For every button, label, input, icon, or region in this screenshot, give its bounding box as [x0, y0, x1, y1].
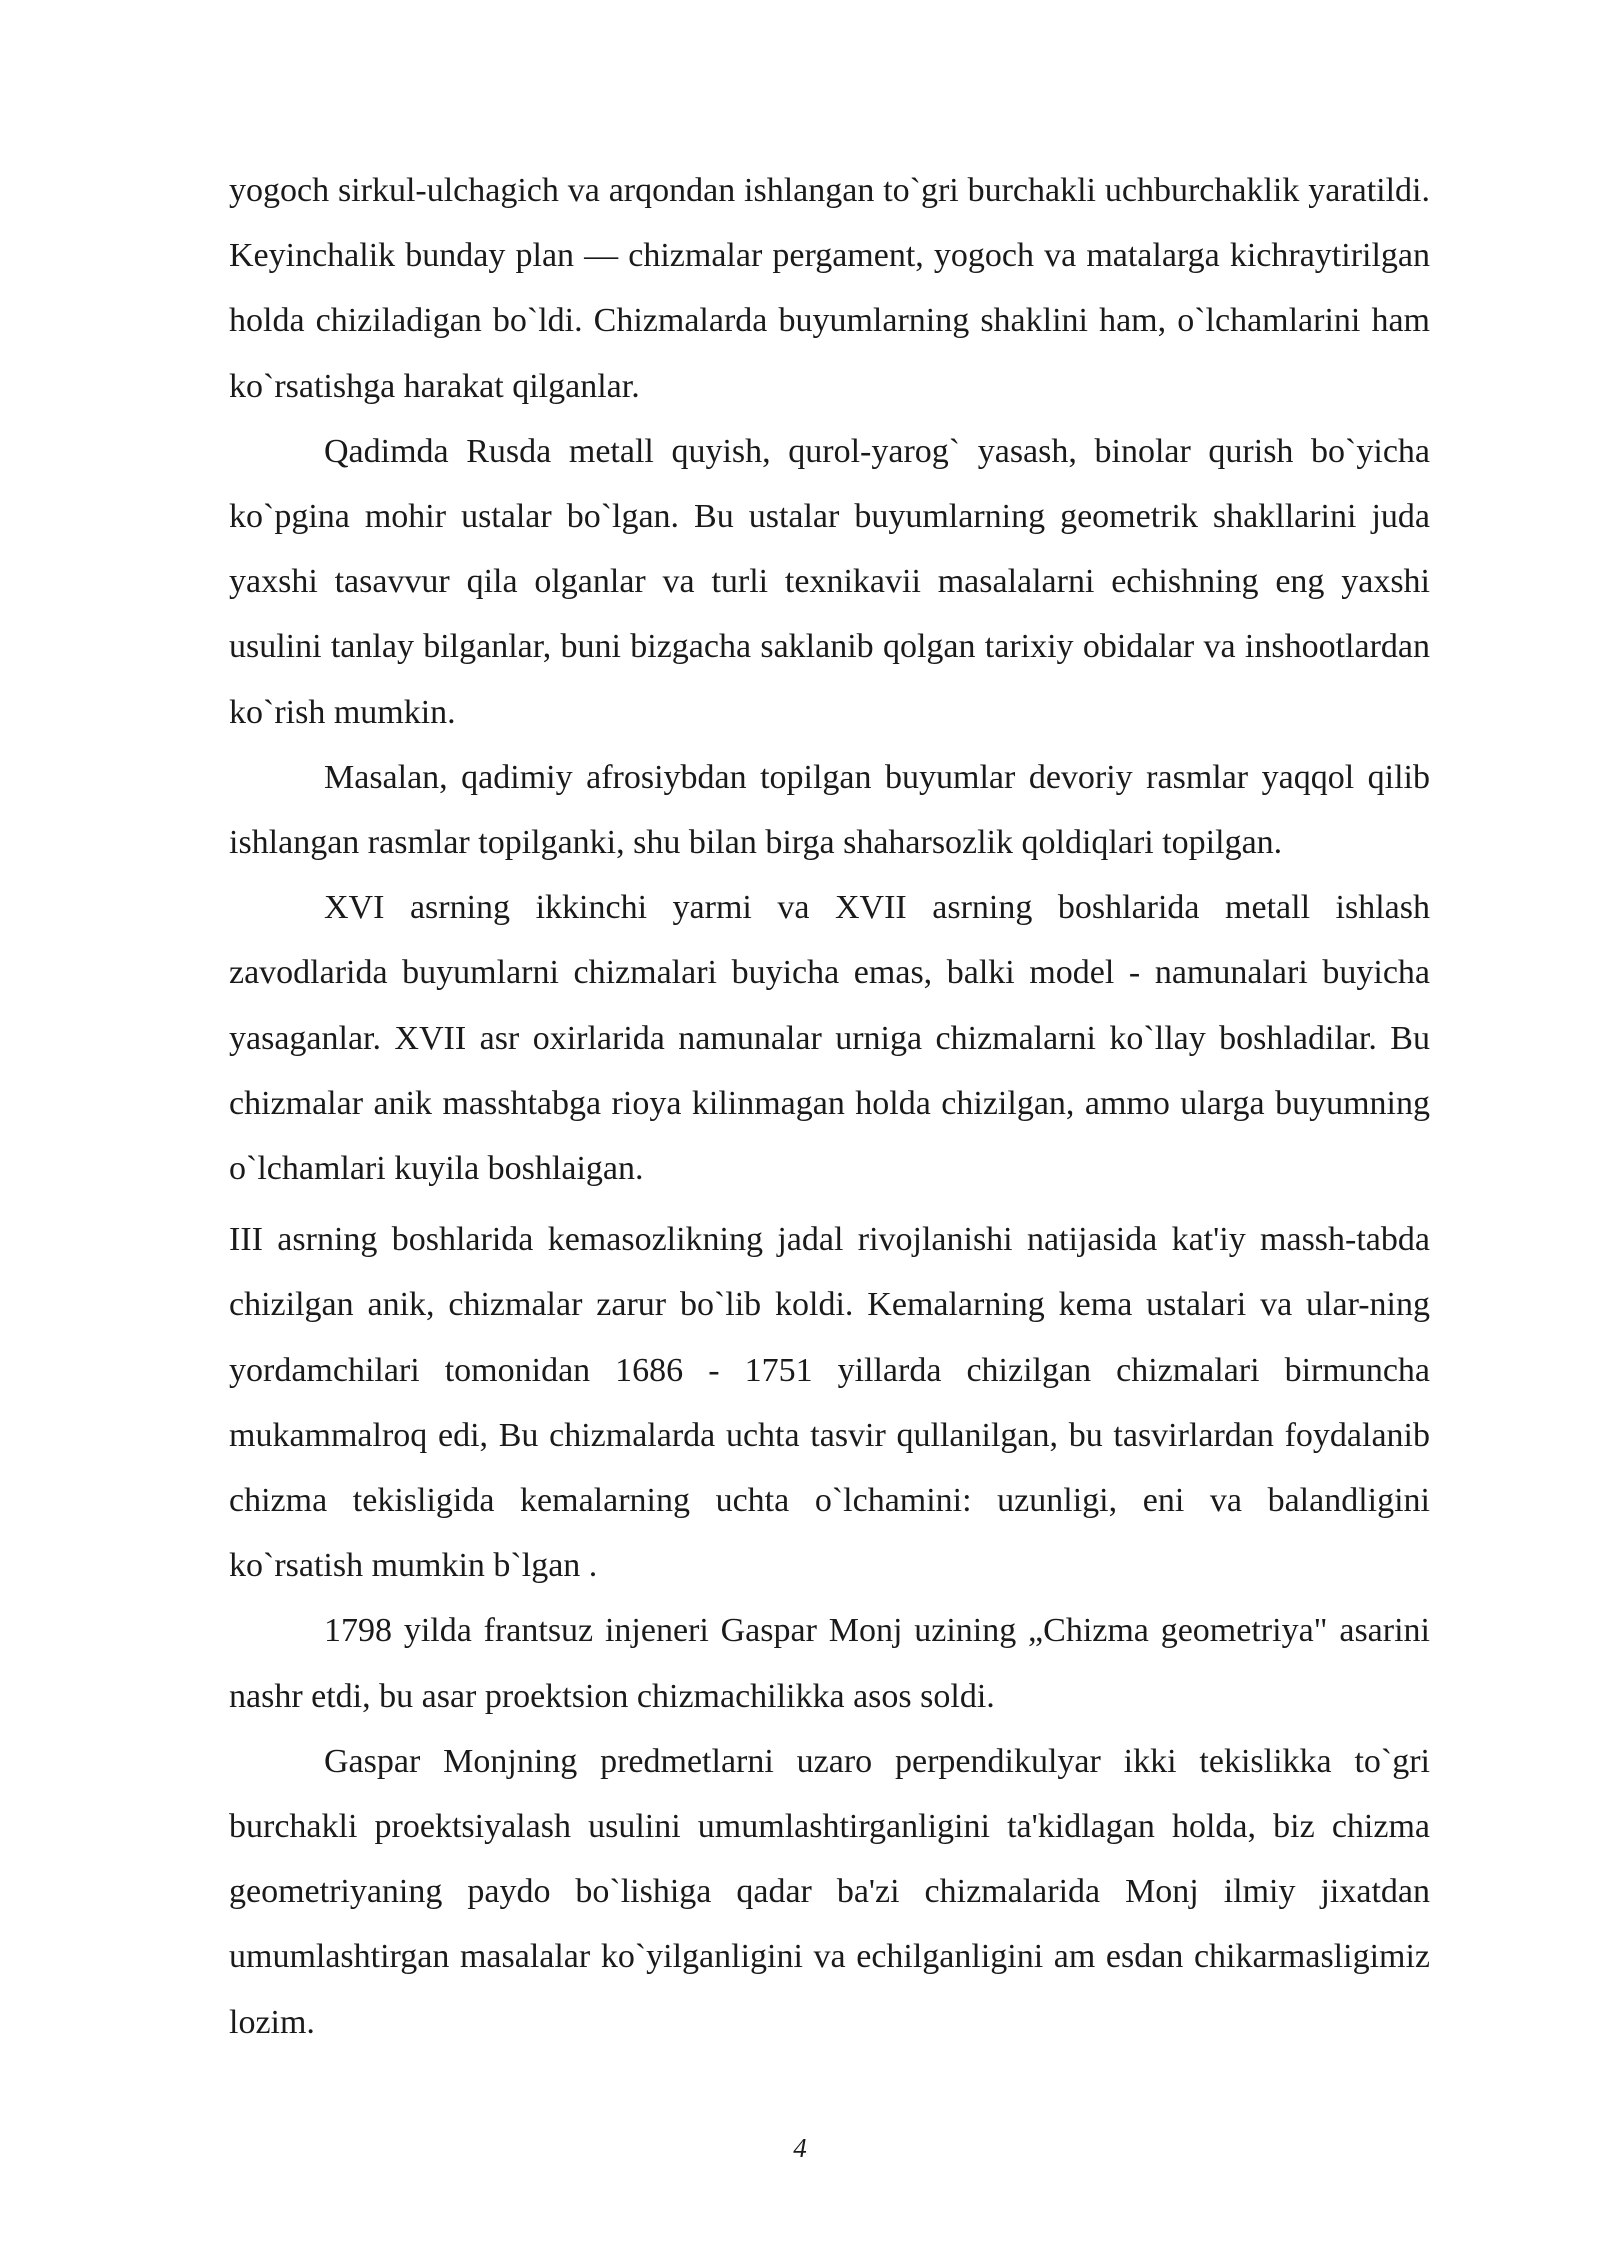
- paragraph-qadimda-rusda: Qadimda Rusda metall quyish, qurol-yarog` yasash, binolar qurish bo`yicha ko`pgina mohir ustalar bo`lgan. Bu ustalar buyumlarning geometrik shakllarini juda yaxshi tasavvur qila olganlar va turli texnikavii masalalarni echishning eng yaxshi usulini tanlay bilganlar, buni bizgacha saklanib qolgan tarixiy obidalar va inshootlardan ko`rish mumkin.: [229, 432, 1430, 731]
- paragraph-continuation: yogoch sirkul-ulchagich va arqondan ishlangan to`gri burchakli uchburchaklik yaratildi. Keyinchalik bunday plan — chizmalar pergament, yogoch va matalarga kichraytirilgan holda chiziladigan bo`ldi. Chizmalarda buyumlarning shaklini ham, o`lchamlarini ham ko`rsatishga harakat qilganlar.: [229, 172, 1430, 405]
- page-number: 4: [793, 2133, 807, 2163]
- paragraph-gaspar-monjning: Gaspar Monjning predmetlarni uzaro perpendikulyar ikki tekislikka to`gri burchakli proektsiyalash usulini umumlashtirganligini ta'kidlagan holda, biz chizma geometriyaning paydo bo`lishiga qadar ba'zi chizmalarida Monj ilmiy jixatdan umumlashtirgan masalalar ko`yilganligini va echilganligini am esdan chikarmasligimiz lozim.: [229, 1742, 1430, 2041]
- paragraph-masalan: Masalan, qadimiy afrosiybdan topilgan buyumlar devoriy rasmlar yaqqol qilib ishlangan rasmlar topilganki, shu bilan birga shaharsozlik qoldiqlari topilgan.: [229, 758, 1430, 862]
- body-text: [229, 158, 1430, 2055]
- paragraph-iii-asrning: III asrning boshlarida kemasozlikning jadal rivojlanishi natijasida kat'iy massh-tabda chizilgan anik, chizmalar zarur bo`lib koldi. Kemalarning kema ustalari va ular-ning yordamchilari tomonidan 1686 - 1751 yillarda chizilgan chizmalari birmuncha mukammalroq edi, Bu chizmalarda uchta tasvir qullanilgan, bu tasvirlardan foydalanib chizma tekisligida kemalarning uchta o`lchamini: uzunligi, eni va balandligini ko`rsatish mumkin b`lgan .: [229, 1221, 1430, 1585]
- paragraph-1798-yilda: 1798 yilda frantsuz injeneri Gaspar Monj uzining „Chizma geometriya" asarini nashr etdi, bu asar proektsion chizmachilikka asos soldi.: [229, 1612, 1430, 1715]
- paragraph-xvi-asrning: XVI asrning ikkinchi yarmi va XVII asrning boshlarida metall ishlash zavodlarida buyumlarni chizmalari buyicha emas, balki model - namunalari buyicha yasaganlar. XVII asr oxirlarida namunalar urniga chizmalarni ko`llay boshladilar. Bu chizmalar anik masshtabga rioya kilinmagan holda chizilgan, ammo ularga buyumning o`lchamlari kuyila boshlaigan.: [229, 889, 1430, 1188]
